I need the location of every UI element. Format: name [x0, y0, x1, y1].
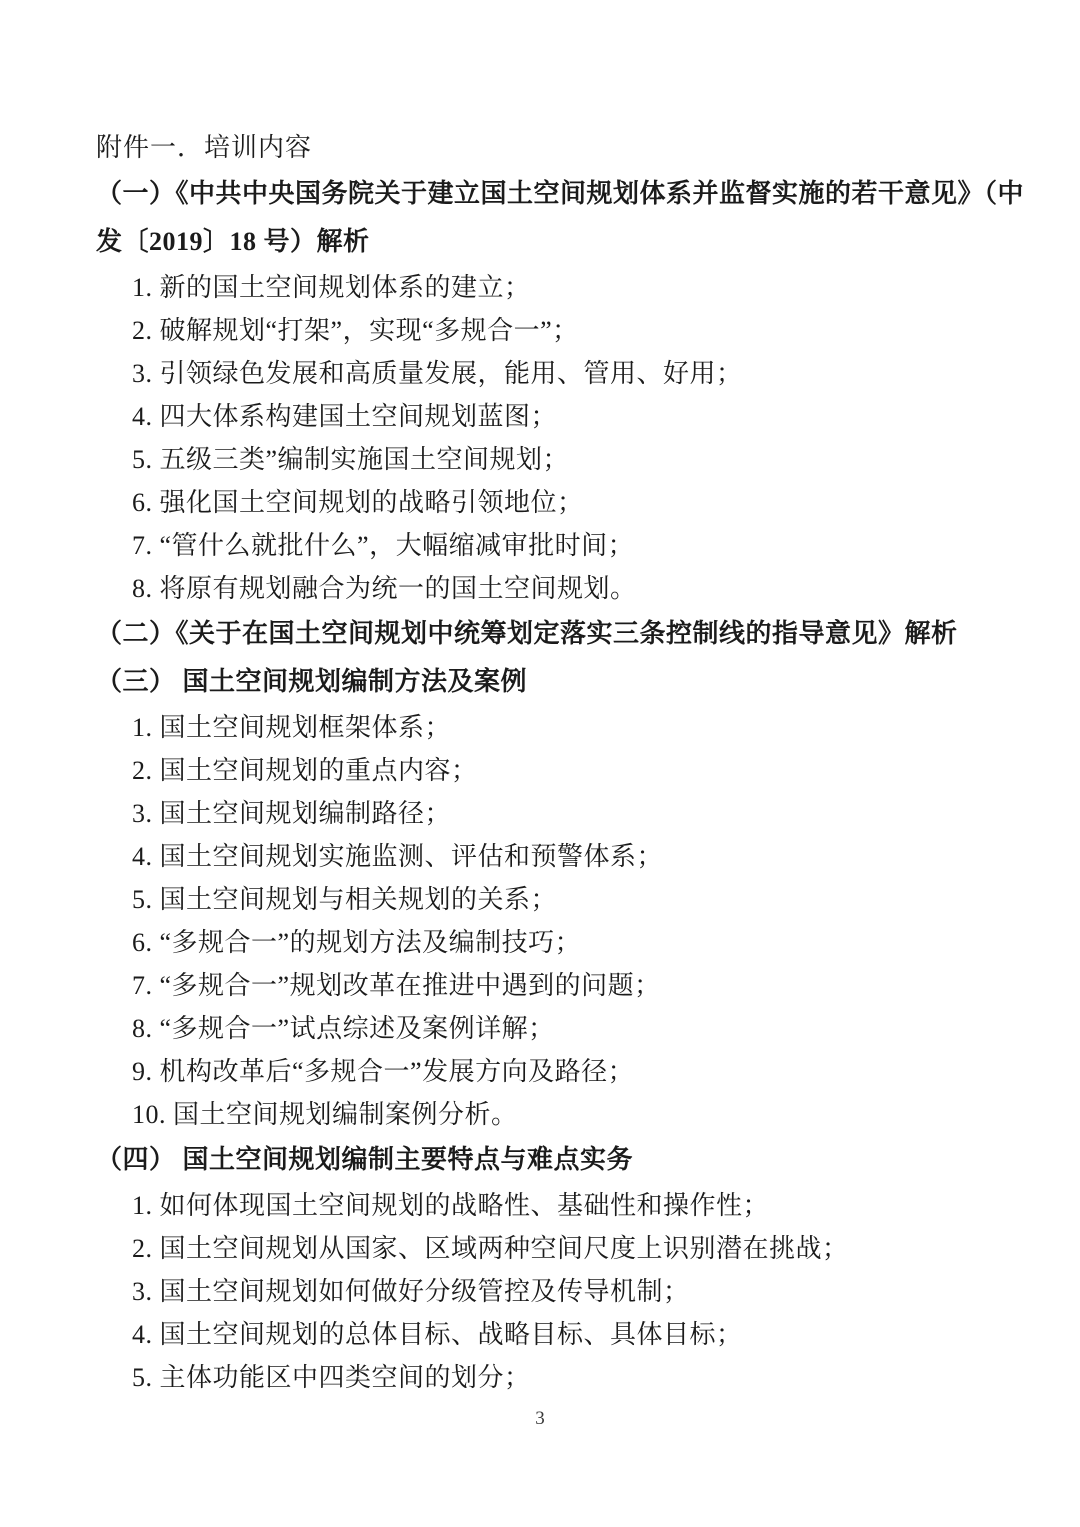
training-item: 5. 五级三类”编制实施国土空间规划；	[132, 445, 570, 474]
section-1-heading-line-1: （一）《中共中央国务院关于建立国土空间规划体系并监督实施的若干意见》（中	[96, 179, 1025, 208]
training-item: 3. 国土空间规划编制路径；	[132, 799, 452, 828]
training-item: 5. 主体功能区中四类空间的划分；	[132, 1363, 531, 1392]
training-item: 5. 国土空间规划与相关规划的关系；	[132, 885, 558, 914]
section-2	[96, 610, 984, 658]
section-4	[96, 1136, 984, 1399]
section-3	[96, 658, 984, 1136]
training-item: 4. 国土空间规划的总体目标、战略目标、具体目标；	[132, 1320, 743, 1349]
attachment-title: 附件一．培训内容	[96, 133, 313, 162]
training-item: 1. 如何体现国土空间规划的战略性、基础性和操作性；	[132, 1191, 770, 1220]
section-2-heading-line-1: （二）《关于在国土空间规划中统筹划定落实三条控制线的指导意见》解析	[96, 619, 958, 648]
training-item: 2. 国土空间规划的重点内容；	[132, 756, 478, 785]
training-item: 1. 新的国土空间规划体系的建立；	[132, 273, 531, 302]
training-item: 6. 强化国土空间规划的战略引领地位；	[132, 488, 584, 517]
training-item: 6. “多规合一”的规划方法及编制技巧；	[132, 928, 582, 957]
training-item: 2. 国土空间规划从国家、区域两种空间尺度上识别潜在挑战；	[132, 1234, 849, 1263]
training-item: 1. 国土空间规划框架体系；	[132, 713, 452, 742]
training-item: 8. 将原有规划融合为统一的国土空间规划。	[132, 574, 637, 603]
section-1	[96, 170, 1025, 610]
section-1-heading-line-2: 发〔2019〕18 号）解析	[96, 227, 370, 256]
training-item: 10. 国土空间规划编制案例分析。	[132, 1100, 518, 1129]
training-item: 7. “管什么就批什么”，大幅缩减审批时间；	[132, 531, 635, 560]
training-item: 8. “多规合一”试点综述及案例详解；	[132, 1014, 555, 1043]
training-item: 4. 四大体系构建国土空间规划蓝图；	[132, 402, 558, 431]
training-item: 4. 国土空间规划实施监测、评估和预警体系；	[132, 842, 664, 871]
page-number: 3	[535, 1408, 545, 1429]
section-4-heading-line-1: （四） 国土空间规划编制主要特点与难点实务	[96, 1145, 634, 1174]
training-item: 9. 机构改革后“多规合一”发展方向及路径；	[132, 1057, 635, 1086]
training-item: 3. 引领绿色发展和高质量发展，能用、管用、好用；	[132, 359, 743, 388]
section-3-heading-line-1: （三） 国土空间规划编制方法及案例	[96, 667, 528, 696]
training-item: 2. 破解规划“打架”，实现“多规合一”；	[132, 316, 579, 345]
training-item: 3. 国土空间规划如何做好分级管控及传导机制；	[132, 1277, 690, 1306]
training-item: 7. “多规合一”规划改革在推进中遇到的问题；	[132, 971, 661, 1000]
